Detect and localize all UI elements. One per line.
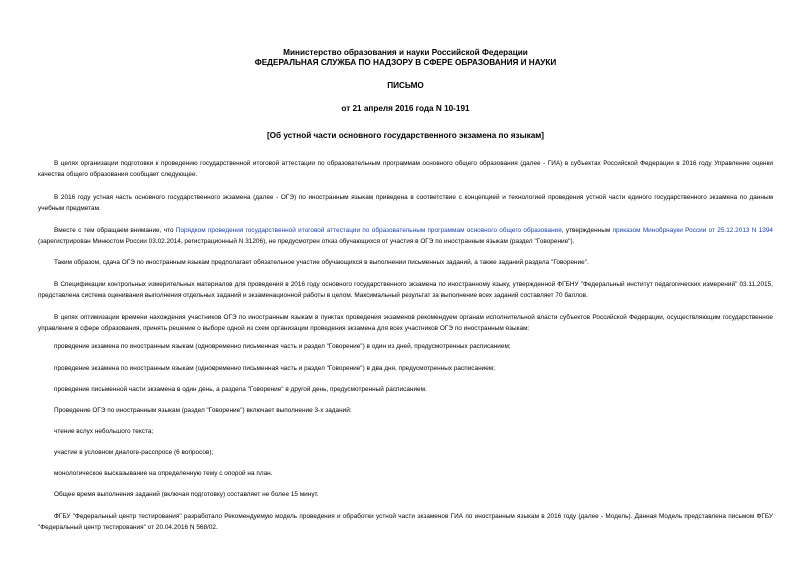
document-date-number: от 21 апреля 2016 года N 10-191 — [341, 104, 470, 113]
procedure-link[interactable]: Порядком проведения государственной итоговой аттестации по образовательным программам основного общего образования — [175, 227, 562, 234]
paragraph-specification: В Спецификации контрольных измерительных материалов для проведения в 2016 году основного государственного экзамена по иностранному языку, утвержденной ФГБНУ "Федеральный институт педагогических измерений" 03.11.2015, представлена система оценивания выполнения отдельных заданий и экзаменационной работы в целом. Максимальный результат за выполнение всех заданий составляет 70 баллов. — [38, 281, 773, 299]
list-item-task-1: чтение вслух небольшого текста; — [54, 428, 154, 435]
paragraph-mandatory-participation: Таким образом, сдача ОГЭ по иностранным языкам предполагает обязательное участие обучающихся в выполнении письменных заданий, а также заданий раздела "Говорение". — [54, 259, 589, 266]
list-item-scheme-1: проведение экзамена по иностранным языкам (одновременно письменная часть и раздел "Говорение") в один из дней, предусмотренных расписанием; — [54, 343, 511, 350]
paragraph-procedure-reference — [38, 226, 773, 247]
list-item-scheme-2: проведение экзамена по иностранным языкам (одновременно письменная часть и раздел "Говорение") в два дня, предусмотренных расписанием; — [54, 365, 495, 372]
document-type: ПИСЬМО — [387, 81, 424, 90]
list-item-scheme-3: проведение письменной части экзамена в один день, а раздела "Говорение" в другой день, предусмотренный расписанием. — [54, 386, 427, 393]
paragraph-optimization: В целях оптимизации времени нахождения участников ОГЭ по иностранным языкам в пунктах проведения экзаменов рекомендуем органам исполнительной власти субъектов Российской Федерации, осуществляющим государственное управление в сфере образования, принять решение о выборе одной из схем организации проведения экзамена для всех участников ОГЭ по иностранным языкам: — [38, 314, 773, 332]
paragraph-text: Вместе с тем обращаем внимание, что — [54, 227, 176, 234]
list-item-task-3: монологическое высказывание на определенную тему с опорой на план. — [54, 470, 273, 477]
order-link[interactable]: приказом Минобрнауки России от 25.12.2013 N 1394 — [612, 227, 773, 234]
paragraph-oral-part-2016: В 2016 году устная часть основного государственного экзамена (далее - ОГЭ) по иностранным языкам приведена в соответствие с концепцией и технологией проведения устной части единого государственного экзамена по данным учебным предметам. — [38, 194, 773, 212]
paragraph-total-time: Общее время выполнения заданий (включая подготовку) составляет не более 15 минут. — [54, 491, 319, 498]
ministry-name: Министерство образования и науки Российской Федерации — [283, 48, 528, 57]
paragraph-text: , утвержденным — [561, 227, 613, 234]
paragraph-text: (зарегистрирован Минюстом России 03.02.2014, регистрационный N 31206), не предусмотрен отказ обучающихся от участия в ОГЭ по иностранным языкам (раздел "Говорение"). — [38, 237, 575, 245]
paragraph-tasks-intro: Проведение ОГЭ по иностранным языкам (раздел "Говорение") включает выполнение 3-х заданий: — [54, 407, 352, 414]
paragraph-intro: В целях организации подготовки к проведению государственной итоговой аттестации по образовательным программам основного общего образования (далее - ГИА) в субъектах Российской Федерации в 2016 году Управление оценки качества общего образования сообщает следующее. — [38, 160, 773, 178]
paragraph-ftc-model: ФГБУ "Федеральный центр тестирования" разработало Рекомендуемую модель проведения и обработки устной части экзаменов ГИА по иностранным языкам в 2016 году (далее - Модель). Данная Модель представлена письмом ФГБУ "Федеральный центр тестирования" от 20.04.2016 N 568/02. — [38, 513, 773, 531]
service-name: ФЕДЕРАЛЬНАЯ СЛУЖБА ПО НАДЗОРУ В СФЕРЕ ОБРАЗОВАНИЯ И НАУКИ — [254, 58, 557, 67]
document-subject: [Об устной части основного государственного экзамена по языкам] — [266, 131, 545, 140]
list-item-task-2: участие в условном диалоге-расспросе (6 вопросов); — [54, 449, 214, 456]
